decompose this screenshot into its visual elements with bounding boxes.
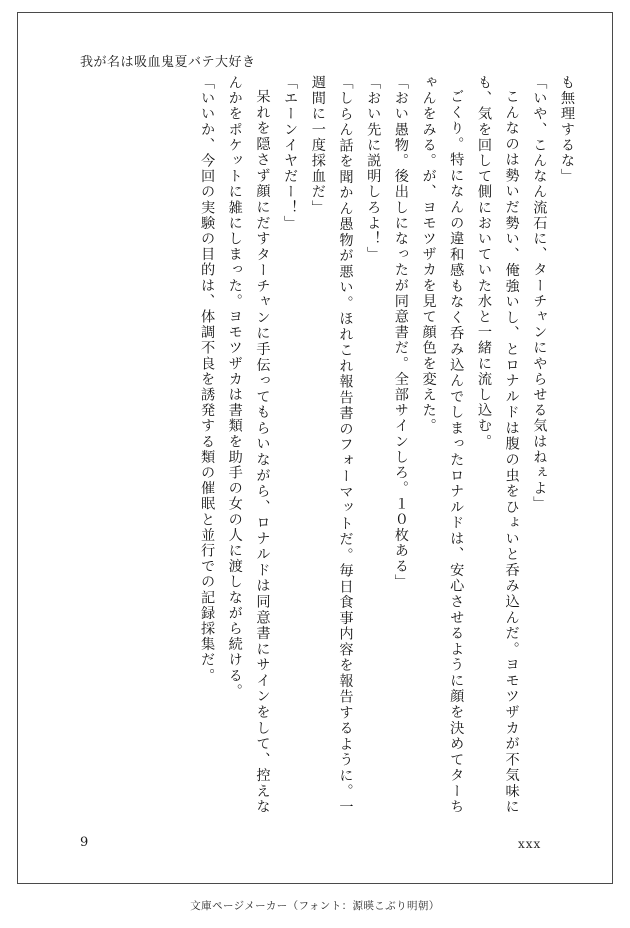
- paragraph: こんなのは勢いだ勢い、俺強いし、とロナルドは腹の虫をひょいと呑み込んだ。ヨモツザカが不気味にも、気を回して側においていた水と一緒に流し込む。: [475, 75, 520, 815]
- footer-caption: 文庫ページメーカー（フォント：源暎こぶり明朝）: [190, 900, 440, 912]
- paragraph: 呆れを隠さず顔にだすターチャンに手伝ってもらいながら、ロナルドは同意書にサインをして、控えなんかをポケットに雑にしまった。ヨモツザカは書類を助手の女の人に渡しながら続ける。: [226, 75, 271, 815]
- page-sheet: [17, 12, 613, 884]
- document-body: [70, 75, 580, 815]
- page-number: 9: [80, 835, 89, 850]
- paragraph: も無理するな」: [559, 75, 575, 185]
- paragraph: 「おい先に説明しろよ！」: [365, 75, 382, 263]
- paragraph: 「しらん話を聞かん愚物が悪い。ほれこれ報告書のフォーマットだ。毎日食事内容を報告するように。一週間に一度採血だ」: [309, 75, 354, 815]
- paragraph: 「いや、こんなん流石に、ターチャンにやらせる気はねぇよ」: [531, 75, 548, 512]
- paragraph: ごくり。特になんの違和感もなく呑み込んでしまったロナルドは、安心させるように顔を決めてターちゃんをみる。が、ヨモツザカを見て顔色を変えた。: [420, 75, 465, 815]
- paragraph: 「おい愚物。後出しになったが同意書だ。全部サインしろ。１０枚ある」: [392, 75, 409, 590]
- paragraph: 「いいか、今回の実験の目的は、体調不良を誘発する類の催眠と並行での記録採集だ。: [199, 75, 216, 684]
- paragraph: 「エーンイヤだー！」: [282, 75, 299, 231]
- page-mark: xxx: [518, 837, 542, 851]
- running-title: 我が名は吸血鬼夏バテ大好き: [80, 55, 256, 70]
